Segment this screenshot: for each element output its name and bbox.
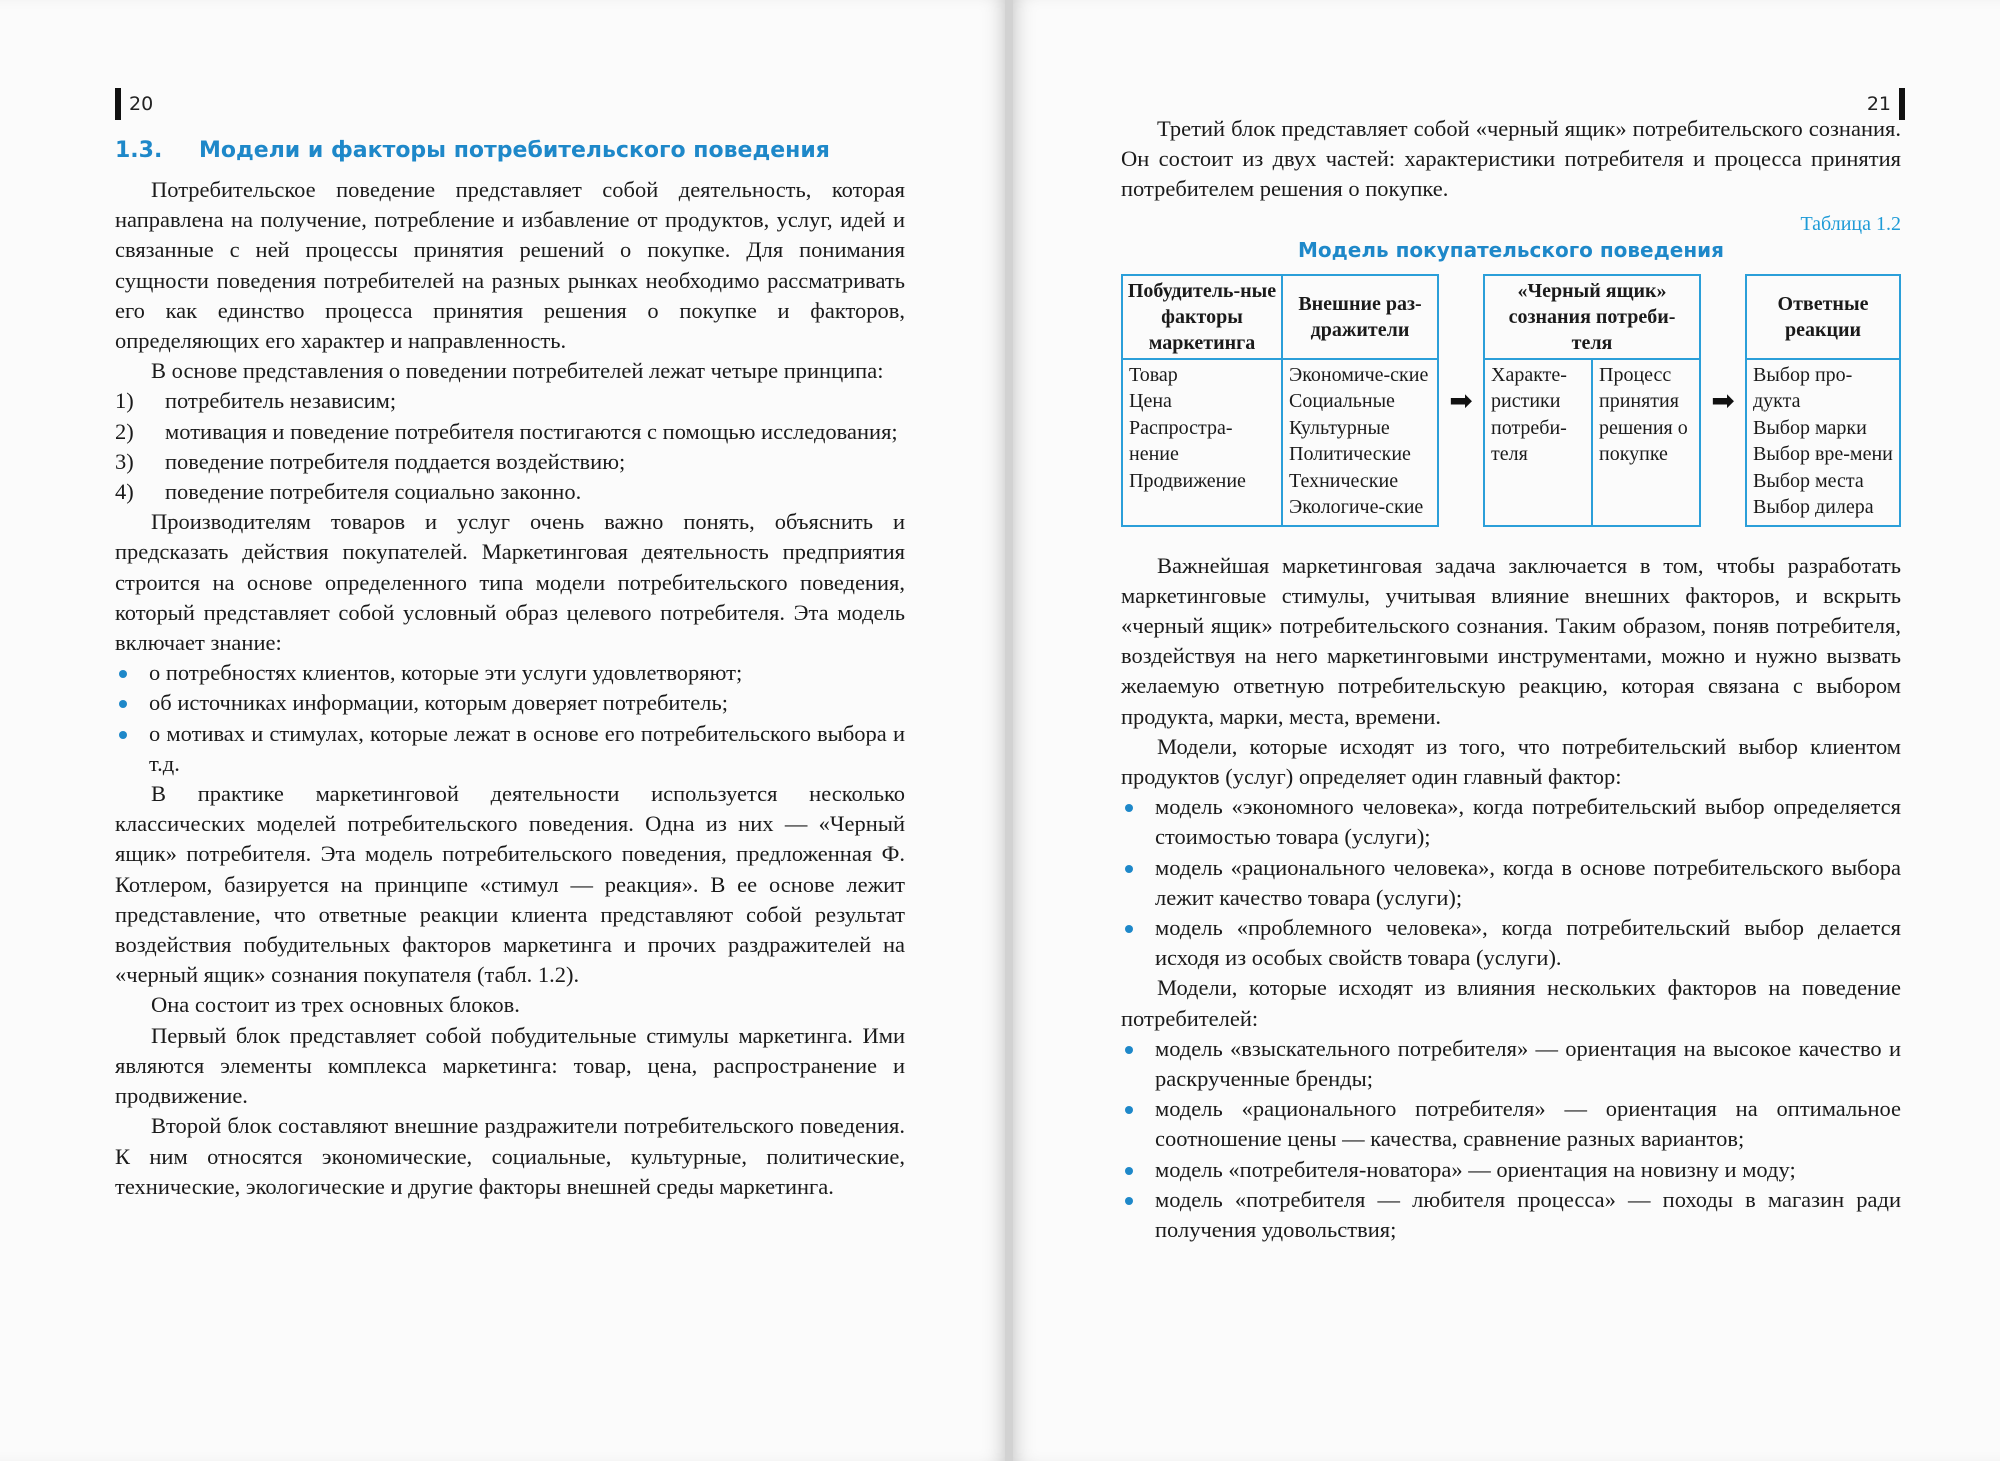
list-item-text: о мотивах и стимулах, которые лежат в основе его потребительского выбора и т.д. (149, 720, 905, 776)
list-item (115, 477, 905, 507)
page-marker-bar (115, 88, 121, 120)
right-page (1013, 0, 2000, 1461)
knowledge-list (115, 658, 905, 779)
table-cell: Экономиче-ские (1289, 363, 1429, 386)
table-cell: Политические (1289, 443, 1411, 466)
bullet-icon (1125, 925, 1133, 933)
list-item (115, 658, 905, 688)
list-item (1121, 1155, 1901, 1185)
principles-list (115, 386, 905, 507)
paragraph: Производителям товаров и услуг очень важно понять, объяснить и предсказать действия покупателей. Маркетинговая деятельность предприятия строится на основе определенного типа модели потребительского поведения, который представляет собой условный образ целевого потребителя. Эта модель включает знание: (115, 509, 905, 656)
table-cell: Распростра-нение (1129, 416, 1233, 466)
right-arrow-icon: ➡ (1449, 383, 1473, 417)
decision-process-column (1591, 360, 1699, 525)
right-arrow-icon: ➡ (1711, 383, 1735, 417)
list-item-text: модель «экономного человека», когда потребительский выбор определяется стоимостью товара (услуги); (1155, 794, 1901, 850)
list-item-text: модель «потребителя-новатора» — ориентация на новизну и моду; (1155, 1156, 1796, 1182)
paragraph: Важнейшая маркетинговая задача заключается в том, чтобы разработать маркетинговые стимулы, учитывая влияние внешних факторов, и вскрыть «черный ящик» потребительского сознания. Таким образом, поняв потребителя, воздействуя на него маркетинговыми инструментами, можно и нужно вызвать желаемую ответную потребительскую реакцию, которая связана с выбором продукта, марки, места, времени. (1121, 552, 1901, 729)
left-page-content (115, 138, 905, 1202)
table-cell: Продвижение (1129, 469, 1246, 492)
responses-column (1747, 276, 1899, 525)
bullet-icon (1125, 865, 1133, 873)
bullet-icon (1125, 1167, 1133, 1175)
bullet-icon (119, 700, 127, 708)
list-item-text: модель «рационального человека», когда в основе потребительского выбора лежит качество товара (услуги); (1155, 854, 1901, 910)
column-items (1747, 360, 1899, 525)
paragraph: Третий блок представляет собой «черный ящик» потребительского сознания. Он состоит из двух частей: характеристики потребителя и процесса принятия потребителем решения о покупке. (1121, 116, 1901, 202)
column-items (1485, 360, 1591, 472)
column-header: Внешние раз-дражители (1283, 276, 1437, 360)
table-caption: Таблица 1.2 (1800, 212, 1901, 235)
consumer-characteristics-column (1485, 360, 1591, 525)
table-cell: Выбор про-дукта (1753, 363, 1853, 413)
left-page-number (115, 88, 153, 120)
list-item (1121, 1094, 1901, 1154)
table-cell: Выбор вре-мени (1753, 443, 1893, 466)
black-box-subcolumns (1485, 360, 1699, 525)
list-item (1121, 792, 1901, 852)
section-heading (115, 138, 905, 163)
paragraph: В практике маркетинговой деятельности используется несколько классических моделей потребительского поведения. Одна из них — «Черный ящик» потребителя. Эта модель потребительского поведения, предложенная Ф. Котлером, базируется на принципе «стимул — реакция». В ее основе лежит представление, что ответные реакции клиента представляют собой результат воздействия побудительных факторов маркетинга и прочих раздражителей на «черный ящик» сознания покупателя (табл. 1.2). (115, 781, 905, 988)
list-marker: 3) (115, 448, 134, 474)
bullet-icon (119, 670, 127, 678)
list-item (1121, 913, 1901, 973)
list-item (115, 688, 905, 718)
list-item-text: мотивация и поведение потребителя постигаются с помощью исследования; (165, 418, 898, 444)
column-items (1283, 360, 1437, 525)
paragraph: Модели, которые исходят из влияния нескольких факторов на поведение потребителей: (1121, 975, 1901, 1031)
external-stimuli-column (1281, 276, 1437, 525)
multi-factor-models-list (1121, 1034, 1901, 1245)
marketing-stimuli-column (1123, 276, 1281, 525)
table-title: Модель покупательского поведения (1297, 237, 1725, 262)
table-cell: Экологиче-ские (1289, 496, 1424, 519)
right-page-content (1121, 114, 1901, 1245)
paragraph: Второй блок составляют внешние раздражители потребительского поведения. К ним относятся экономические, социальные, культурные, политические, технические, экологические и другие факторы внешней среды маркетинга. (115, 1113, 905, 1199)
bullet-icon (1125, 1197, 1133, 1205)
table-cell: Процесс принятия решения о покупке (1599, 363, 1688, 466)
table-cell: Выбор дилера (1753, 496, 1874, 519)
list-item-text: модель «взыскательного потребителя» — ориентация на высокое качество и раскрученные бренды; (1155, 1035, 1901, 1092)
list-marker: 4) (115, 479, 134, 505)
table-cell: Выбор марки (1753, 416, 1867, 439)
paragraph: Она состоит из трех основных блоков. (151, 992, 520, 1018)
list-marker: 1) (115, 388, 134, 414)
list-item-text: модель «проблемного человека», когда потребительский выбор делается исходя из особых свойств товара (услуги). (1155, 915, 1901, 971)
black-box-block (1483, 274, 1701, 527)
table-cell: Характе-ристики потреби-теля (1491, 363, 1567, 466)
list-item (115, 417, 905, 447)
list-item-text: поведение потребителя социально законно. (165, 479, 582, 505)
table-cell: Социальные (1289, 390, 1395, 413)
list-item-text: о потребностях клиентов, которые эти услуги удовлетворяют; (149, 660, 743, 686)
paragraph: Первый блок представляет собой побудительные стимулы маркетинга. Ими являются элементы комплекса маркетинга: товар, цена, распространение и продвижение. (115, 1022, 905, 1109)
table-cell: Культурные (1289, 416, 1390, 439)
list-item (1121, 853, 1901, 913)
list-item (115, 719, 905, 779)
section-number: 1.3. (115, 138, 163, 163)
responses-block (1745, 274, 1901, 527)
list-item-text: модель «потребителя — любителя процесса» — походы в магазин ради получения удовольствия; (1155, 1186, 1901, 1243)
list-item-text: поведение потребителя поддается воздействию; (165, 448, 626, 474)
list-marker: 2) (115, 418, 134, 444)
table-cell: Выбор места (1753, 469, 1864, 492)
table-cell: Цена (1129, 390, 1172, 413)
table-cell: Товар (1129, 363, 1178, 386)
right-page-number-text: 21 (1866, 93, 1891, 115)
single-factor-models-list (1121, 792, 1901, 973)
column-header: «Черный ящик» сознания потреби-теля (1485, 276, 1699, 360)
list-item (1121, 1185, 1901, 1245)
book-gutter (1005, 0, 1013, 1461)
paragraph: Потребительское поведение представляет собой деятельность, которая направлена на получение, потребление и избавление от продуктов, услуг, идей и связанные с ней процессы принятия решений о покупке. Для понимания сущности поведения потребителей на разных рынках необходимо рассматривать его как единство процесса принятия решения о покупке и факторов, определяющих его характер и направленность. (115, 177, 905, 354)
list-item-text: модель «рационального потребителя» — ориентация на оптимальное соотношение цены — качества, сравнение разных вариантов; (1155, 1096, 1901, 1152)
column-items (1593, 360, 1699, 472)
paragraph: В основе представления о поведении потребителей лежат четыре принципа: (151, 358, 884, 384)
list-item-text: потребитель независим; (165, 388, 397, 414)
buyer-behavior-model-table (1121, 274, 1901, 527)
left-page-number-text: 20 (129, 93, 154, 115)
list-item (1121, 1034, 1901, 1094)
table-cell: Технические (1289, 469, 1399, 492)
column-items (1123, 360, 1281, 499)
list-item (115, 447, 905, 477)
column-header: Побудитель-ные факторы маркетинга (1123, 276, 1281, 360)
list-item (115, 386, 905, 416)
list-item-text: об источниках информации, которым доверяет потребитель; (149, 690, 729, 716)
bullet-icon (1125, 1046, 1133, 1054)
stimuli-block (1121, 274, 1439, 527)
column-header: Ответные реакции (1747, 276, 1899, 360)
bullet-icon (1125, 1106, 1133, 1114)
bullet-icon (1125, 804, 1133, 812)
bullet-icon (119, 731, 127, 739)
paragraph: Модели, которые исходят из того, что потребительский выбор клиентом продуктов (услуг) определяет один главный фактор: (1121, 733, 1901, 790)
section-title: Модели и факторы потребительского поведения (199, 138, 830, 163)
black-box-column (1485, 276, 1699, 525)
